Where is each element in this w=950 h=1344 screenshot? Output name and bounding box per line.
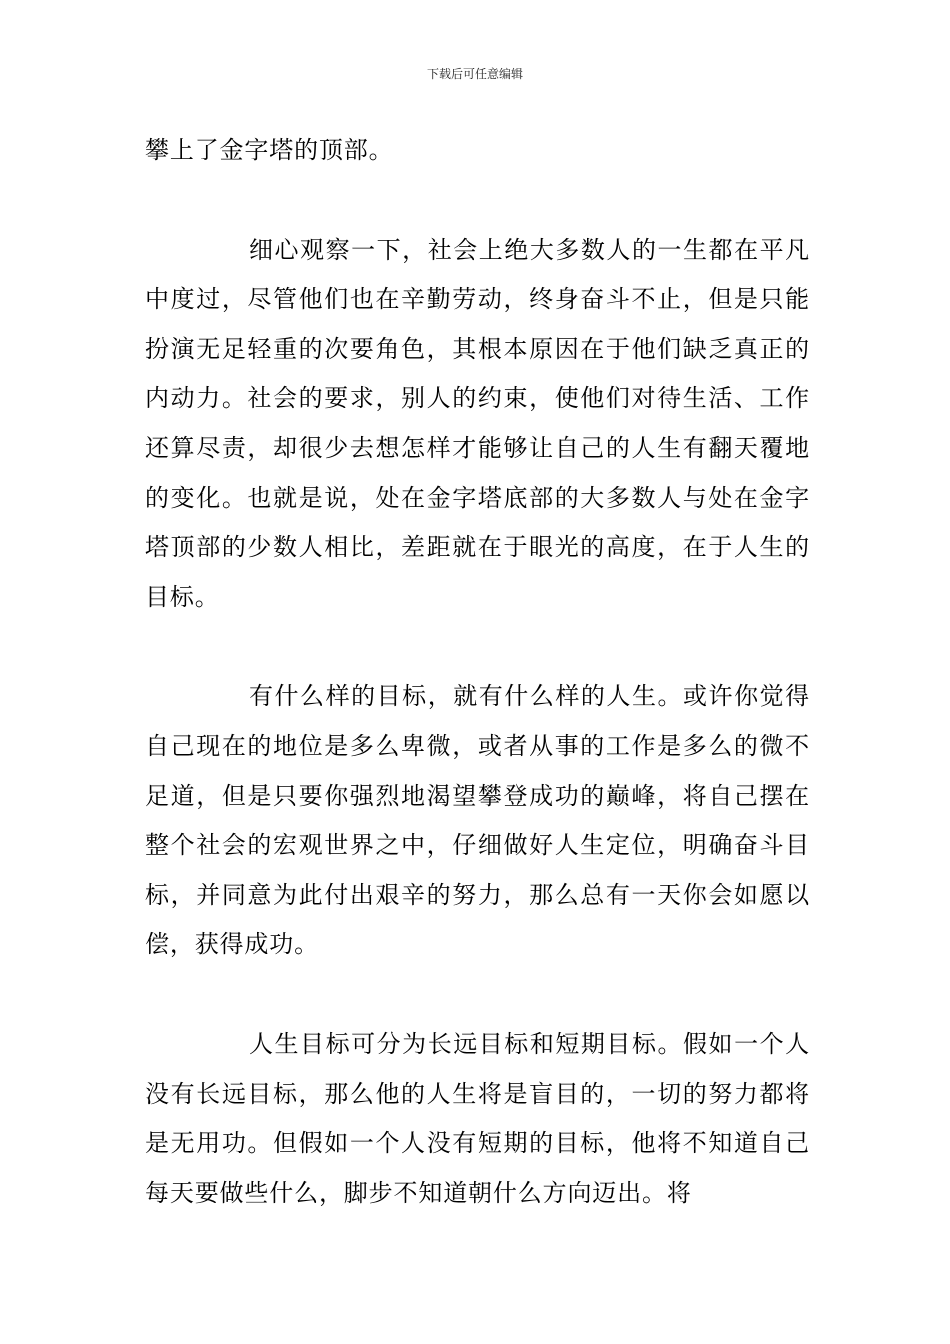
paragraph-gap	[145, 622, 810, 672]
paragraph-gap	[145, 970, 810, 1020]
paragraph-long-short-goals: 人生目标可分为长远目标和短期目标。假如一个人没有长远目标，那么他的人生将是盲目的，一切的努力都将是无用功。但假如一个人没有短期的目标，他将不知道自己每天要做些什么，脚步不知道朝什么方向迈出。将	[145, 1029, 810, 1207]
page-header: 下载后可任意编辑	[426, 67, 523, 81]
document-body	[145, 126, 810, 1218]
paragraph-gap	[145, 176, 810, 226]
paragraph-continuation: 攀上了金字塔的顶部。	[145, 136, 394, 164]
paragraph-goal-life: 有什么样的目标，就有什么样的人生。或许你觉得自己现在的地位是多么卑微，或者从事的工作是多么的微不足道，但是只要你强烈地渴望攀登成功的巅峰，将自己摆在整个社会的宏观世界之中，仔细做好人生定位，明确奋斗目标，并同意为此付出艰辛的努力，那么总有一天你会如愿以偿，获得成功。	[145, 682, 810, 959]
paragraph-observation: 细心观察一下，社会上绝大多数人的一生都在平凡中度过，尽管他们也在辛勤劳动，终身奋斗不止，但是只能扮演无足轻重的次要角色，其根本原因在于他们缺乏真正的内动力。社会的要求，别人的约束，使他们对待生活、工作还算尽责，却很少去想怎样才能够让自己的人生有翻天覆地的变化。也就是说，处在金字塔底部的大多数人与处在金字塔顶部的少数人相比，差距就在于眼光的高度，在于人生的目标。	[145, 235, 810, 611]
